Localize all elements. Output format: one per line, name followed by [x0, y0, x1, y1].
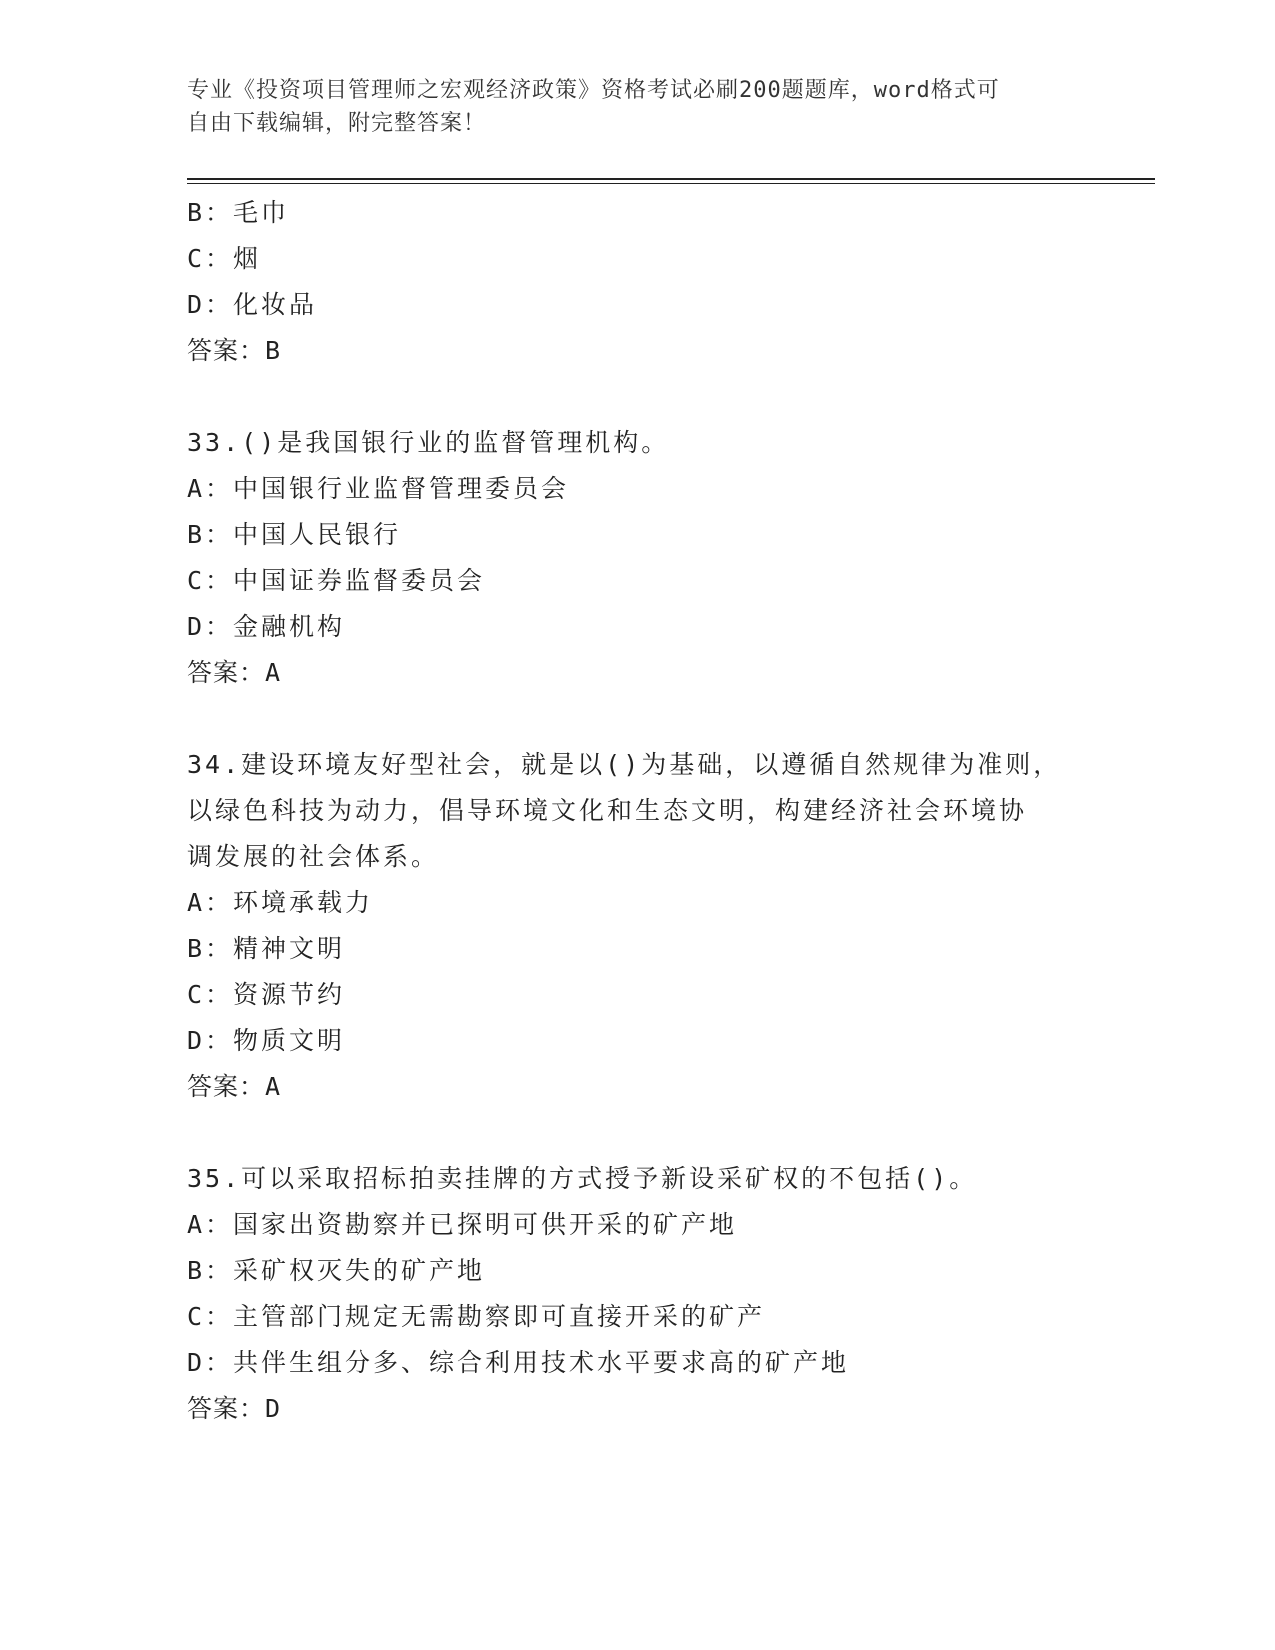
option-c: C：主管部门规定无需勘察即可直接开采的矿产 [187, 1302, 766, 1331]
answer: 答案：B [187, 336, 282, 365]
option-d: D：化妆品 [187, 290, 318, 319]
question-34 [187, 742, 1087, 1110]
question-stem-line-2: 以绿色科技为动力，倡导环境文化和生态文明，构建经济社会环境协 [187, 796, 1028, 825]
option-d: D：金融机构 [187, 612, 346, 641]
option-c: C：中国证券监督委员会 [187, 566, 486, 595]
answer: 答案：A [187, 1072, 282, 1101]
option-a: A：国家出资勘察并已探明可供开采的矿产地 [187, 1210, 738, 1239]
document-header [187, 74, 1087, 140]
question-35 [187, 1156, 1087, 1432]
option-d: D：共伴生组分多、综合利用技术水平要求高的矿产地 [187, 1348, 850, 1377]
option-b: B：毛巾 [187, 198, 290, 227]
option-c: C：烟 [187, 244, 262, 273]
option-c: C：资源节约 [187, 980, 346, 1009]
question-stem: 33.()是我国银行业的监督管理机构。 [187, 428, 670, 457]
option-b: B：精神文明 [187, 934, 346, 963]
option-a: A：中国银行业监督管理委员会 [187, 474, 570, 503]
question-stem-line-1: 34.建设环境友好型社会，就是以()为基础，以遵循自然规律为准则， [187, 750, 1062, 779]
option-b: B：采矿权灭失的矿产地 [187, 1256, 486, 1285]
option-a: A：环境承载力 [187, 888, 374, 917]
question-list [187, 190, 1087, 1432]
option-b: B：中国人民银行 [187, 520, 402, 549]
question-stem: 35.可以采取招标拍卖挂牌的方式授予新设采矿权的不包括()。 [187, 1164, 978, 1193]
header-line-1: 专业《投资项目管理师之宏观经济政策》资格考试必刷200题题库，word格式可 [187, 78, 1000, 103]
answer: 答案：D [187, 1394, 282, 1423]
question-stem-line-3: 调发展的社会体系。 [187, 842, 440, 871]
answer: 答案：A [187, 658, 282, 687]
question-32-partial [187, 190, 1087, 374]
option-d: D：物质文明 [187, 1026, 346, 1055]
header-divider [187, 178, 1155, 184]
question-33 [187, 420, 1087, 696]
header-line-2: 自由下载编辑，附完整答案！ [187, 111, 487, 136]
